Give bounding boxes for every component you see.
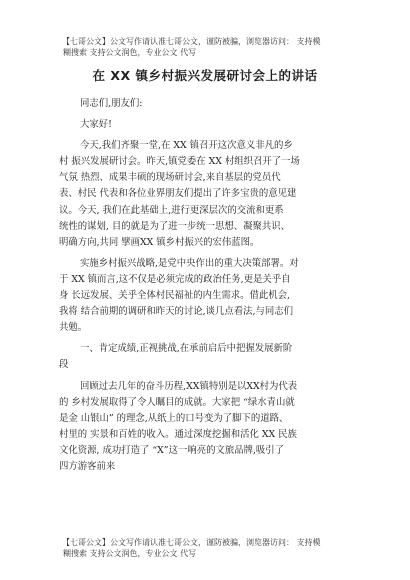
paragraph-line: 的 乡村发展取得了令人瞩目的成就。大家把 “绿水青山就	[59, 396, 295, 408]
paragraph-line: 明确方向,共同 擘画XX 镇乡村振兴的宏伟蓝图。	[59, 236, 260, 248]
paragraph-line: 我将 结合前期的调研和昨天的讨论,谈几点看法,与同志们	[59, 306, 293, 318]
paragraph-line: 文化资源, 成功打造了 “X”这一响亮的文旅品牌,吸引了	[59, 444, 285, 456]
paragraph-line: 村里的 实景和百姓的收入。通过深度挖掘和活化 XX 民族	[59, 428, 297, 440]
paragraph-line: 村 振兴发展研讨会。昨天,镇党委在 XX 村组织召开了一场	[59, 156, 300, 168]
paragraph-line: 实施乡村振兴战略,是党中央作出的重大决策部署。对	[80, 257, 299, 269]
heading-line: 一、肯定成绩,正视挑战,在承前启后中把握发展新阶	[80, 343, 293, 355]
page-footer	[62, 537, 362, 559]
page-header	[62, 36, 362, 58]
paragraph-line: 于 XX 镇而言,这不仅是必须完成的政治任务,更是关乎自	[59, 273, 291, 285]
paragraph-1	[59, 138, 359, 251]
paragraph-line: 气氛 热烈、成果丰硕的现场研讨会,来自基层的党员代	[59, 172, 281, 184]
paragraph-line: 是金 山银山” 的理念,从纸上的口号变为了脚下的道路、	[59, 412, 289, 424]
document-body	[59, 96, 359, 475]
footer-line-2: 糊搜索 支持公文润色，专业公文 代写	[63, 549, 197, 558]
salutation: 同志们,朋友们:	[80, 98, 143, 109]
paragraph-2	[59, 256, 359, 336]
document-title: 在 XX 镇乡村振兴发展研讨会上的讲话	[92, 68, 318, 83]
greeting: 大家好!	[80, 119, 112, 131]
paragraph-line: 共勉。	[59, 322, 88, 334]
paragraph-line: 议。今天, 我们在此基础上,进行更深层次的交流和更系	[59, 204, 284, 216]
footer-line-1: 【七哥公文】公文写作请认准七哥公文，谨防被骗，浏览器访问： 支持模	[62, 538, 321, 547]
paragraph-line: 回顾过去几年的奋斗历程,XX镇特别是以XX村为代表	[80, 380, 298, 392]
paragraph-line: 今天,我们齐聚一堂,在 XX 镇召开这次意义非凡的乡	[80, 140, 293, 152]
header-line-1: 【七哥公文】公文写作请认准七哥公文，谨防被骗，浏览器访问： 支持模	[62, 37, 321, 46]
section-heading-1	[59, 341, 359, 373]
paragraph-line: 统性的谋划, 目的就是为了进一步统一思想、凝聚共识、	[59, 220, 290, 232]
header-line-2: 糊搜索 支持公文润色，专业公文 代写	[63, 48, 197, 57]
paragraph-line: 表、村民 代表和各位业界朋友们提出了许多宝贵的意见建	[59, 188, 297, 200]
paragraph-3	[59, 379, 359, 476]
paragraph-line: 身 长远发展、关乎全体村民福祉的内生需求。借此机会,	[59, 290, 290, 302]
paragraph-line: 四方游客前来	[59, 460, 116, 472]
heading-line: 段	[59, 359, 69, 371]
